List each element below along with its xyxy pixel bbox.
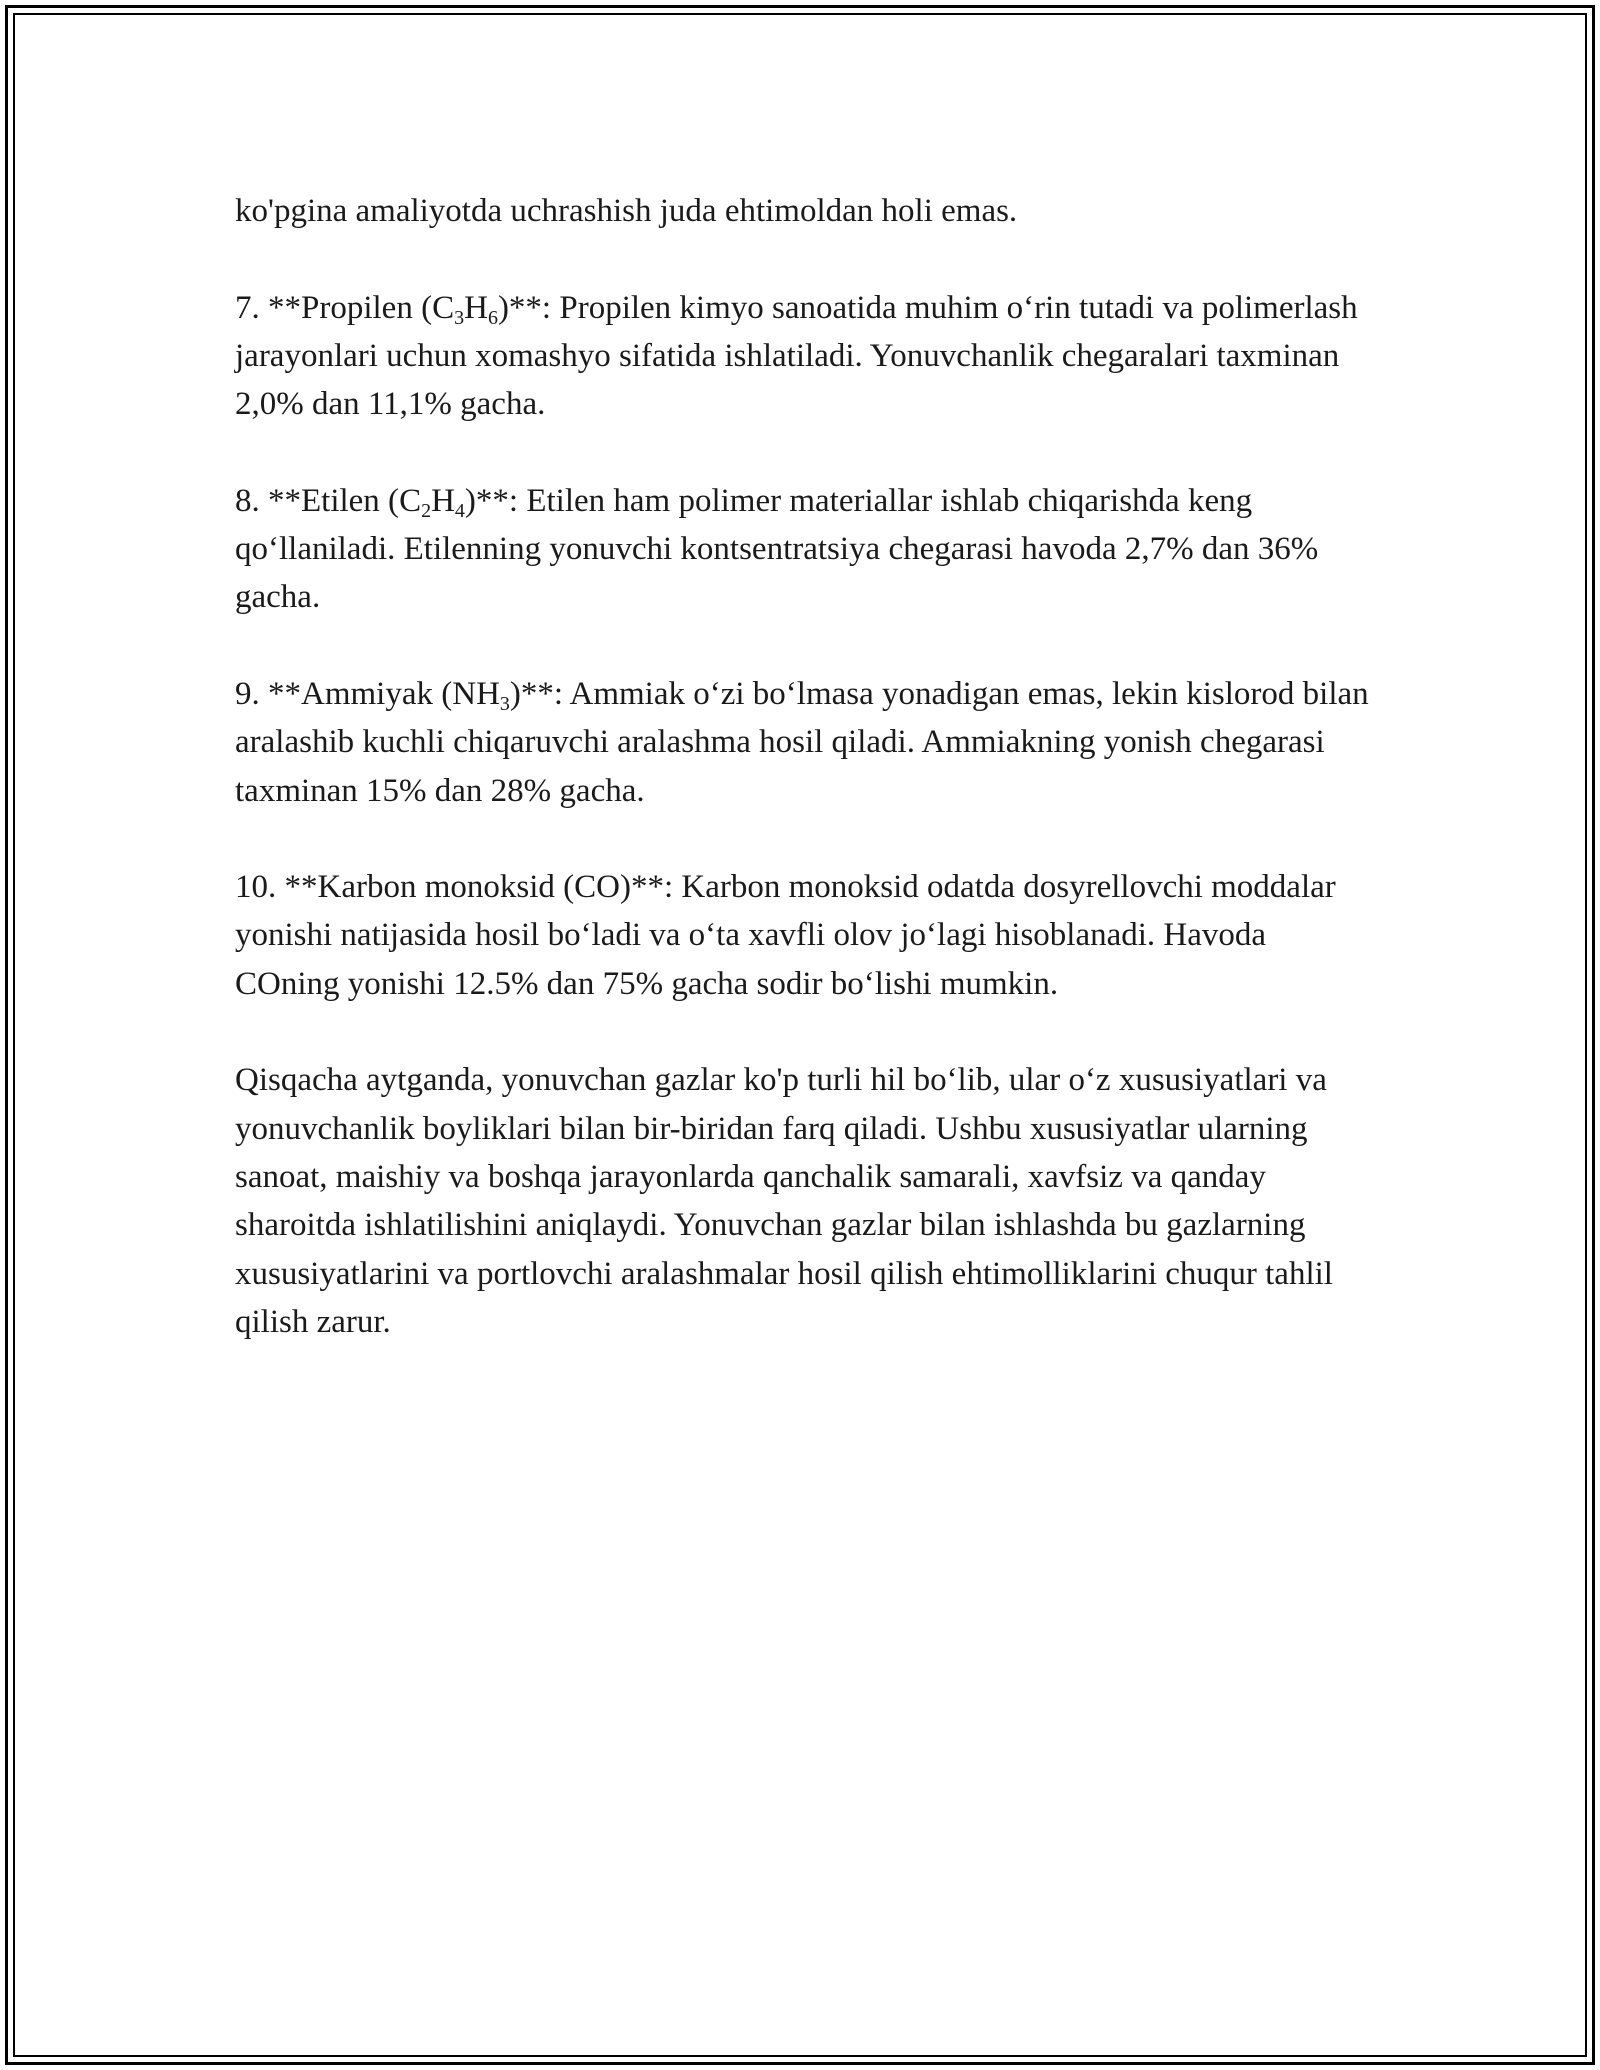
document-body bbox=[235, 187, 1375, 1394]
list-item-propilen: 7. **Propilen $(C_3H_6)**$: Propilen kimyo sanoatida muhim o‘rin tutadi va polimerlash jarayonlari uchun xomashyo sifatida ishlatiladi. Yonuvchanlik chegaralari taxminan 2,0% dan 11,1% gacha. bbox=[235, 289, 1358, 423]
continuation-paragraph: ko'pgina amaliyotda uchrashish juda ehtimoldan holi emas. bbox=[235, 193, 1018, 229]
summary-paragraph: Qisqacha aytganda, yonuvchan gazlar ko'p turli hil bo‘lib, ular o‘z xususiyatlari va yonuvchanlik boyliklari bilan bir-biridan farq qiladi. Ushbu xususiyatlar ularning sanoat, maishiy va boshqa jarayonlarda qanchalik samarali, xavfsiz va qanday sharoitda ishlatilishini aniqlaydi. Yonuvchan gazlar bilan ishlashda bu gazlarning xususiyatlarini va portlovchi aralashmalar hosil qilish ehtimolliklarini chuqur tahlil qilish zarur. bbox=[235, 1062, 1333, 1340]
list-item-karbon-monoksid: 10. **Karbon monoksid (CO)**: Karbon monoksid odatda dosyrellovchi moddalar yonishi natijasida hosil bo‘ladi va o‘ta xavfli olov jo‘lagi hisoblanadi. Havoda COning yonishi 12.5% dan 75% gacha sodir bo‘lishi mumkin. bbox=[235, 869, 1336, 1002]
list-item-ammiyak: 9. **Ammiyak $(NH_3)**$: Ammiak o‘zi bo‘lmasa yonadigan emas, lekin kislorod bilan aralashib kuchli chiqaruvchi aralashma hosil qiladi. Ammiakning yonish chegarasi taxminan 15% dan 28% gacha. bbox=[235, 675, 1369, 809]
list-item-etilen: 8. **Etilen $(C_2H_4)**$: Etilen ham polimer materiallar ishlab chiqarishda keng qo‘llaniladi. Etilenning yonuvchi kontsentratsiya chegarasi havoda 2,7% dan 36% gacha. bbox=[235, 482, 1319, 616]
